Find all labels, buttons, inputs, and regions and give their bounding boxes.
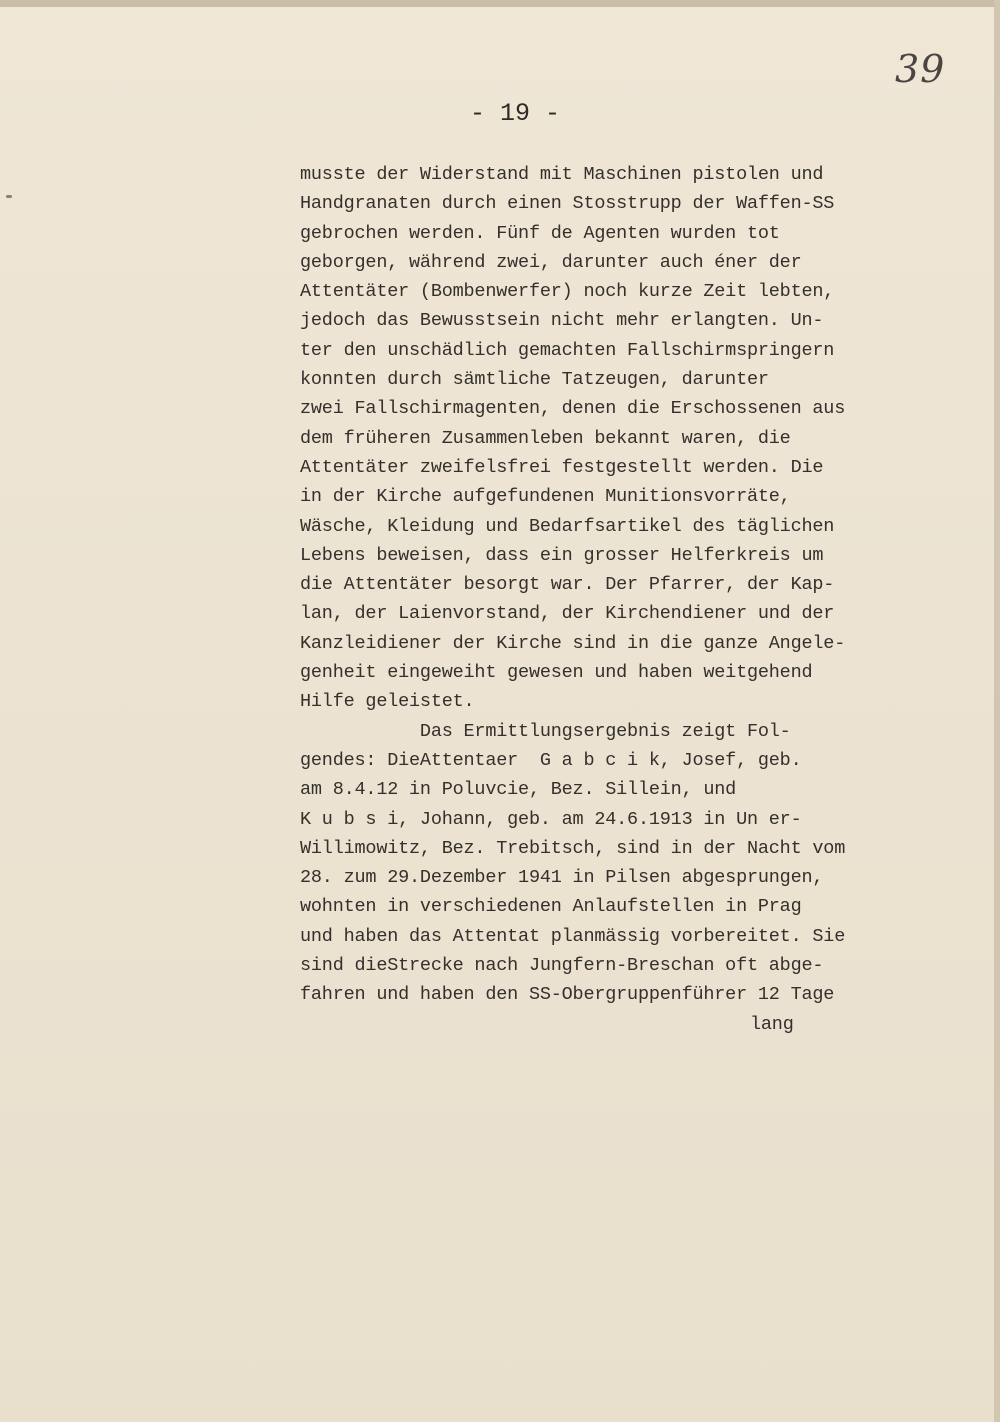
text-line: Handgranaten durch einen Stosstrupp der Waffen-SS (300, 193, 835, 215)
text-line: geborgen, während zwei, darunter auch éner der (300, 251, 802, 273)
text-line: musste der Widerstand mit Maschinen pistolen und (300, 164, 824, 185)
text-line: Kanzleidiener der Kirche sind in die ganze Angele- (300, 632, 846, 654)
text-line: in der Kirche aufgefundenen Munitionsvorräte, (300, 486, 791, 508)
text-line: genheit eingeweiht gewesen und haben weitgehend (300, 662, 813, 684)
text-line: zwei Fallschirmagenten, denen die Erschossenen aus (300, 398, 846, 420)
text-line: dem früheren Zusammenleben bekannt waren, die (300, 427, 791, 449)
text-line: und haben das Attentat planmässig vorbereitet. Sie (300, 925, 846, 947)
paper-mark (6, 195, 12, 198)
text-line: konnten durch sämtliche Tatzeugen, darunter (300, 369, 769, 391)
text-line: Wäsche, Kleidung und Bedarfsartikel des täglichen (300, 515, 835, 537)
text-line: die Attentäter besorgt war. Der Pfarrer, der Kap- (300, 574, 835, 596)
text-line: lan, der Laienvorstand, der Kirchendiener und der (300, 603, 835, 625)
typescript-body (300, 160, 940, 1039)
page-top-edge (0, 0, 1000, 7)
page-right-edge (994, 0, 1000, 1422)
text-line: Willimowitz, Bez. Trebitsch, sind in der Nacht vom (300, 837, 846, 859)
text-line: Attentäter zweifelsfrei festgestellt werden. Die (300, 456, 824, 478)
page-number: - 19 - (470, 99, 561, 128)
text-line: Hilfe geleistet. (300, 691, 475, 713)
text-line: Attentäter (Bombenwerfer) noch kurze Zeit lebten, (300, 281, 835, 303)
text-line: 28. zum 29.Dezember 1941 in Pilsen abgesprungen, (300, 867, 824, 889)
text-line: wohnten in verschiedenen Anlaufstellen in Prag (300, 896, 802, 918)
text-line: Das Ermittlungsergebnis zeigt Fol- (300, 720, 791, 742)
text-line: gendes: DieAttentaer G a b c i k, Josef, geb. (300, 749, 802, 771)
catchword: lang (750, 1013, 794, 1035)
text-line: jedoch das Bewusstsein nicht mehr erlangten. Un- (300, 310, 824, 332)
text-line: am 8.4.12 in Poluvcie, Bez. Sillein, und (300, 779, 737, 801)
text-line: gebrochen werden. Fünf de Agenten wurden tot (300, 222, 780, 244)
text-line: K u b s i, Johann, geb. am 24.6.1913 in Un er- (300, 808, 802, 830)
text-line: Lebens beweisen, dass ein grosser Helferkreis um (300, 544, 824, 566)
text-line: sind dieStrecke nach Jungfern-Breschan oft abge- (300, 955, 824, 977)
folio-number: 39 (895, 47, 946, 91)
text-line: fahren und haben den SS-Obergruppenführer 12 Tage (300, 984, 835, 1006)
text-line: ter den unschädlich gemachten Fallschirmspringern (300, 339, 835, 361)
